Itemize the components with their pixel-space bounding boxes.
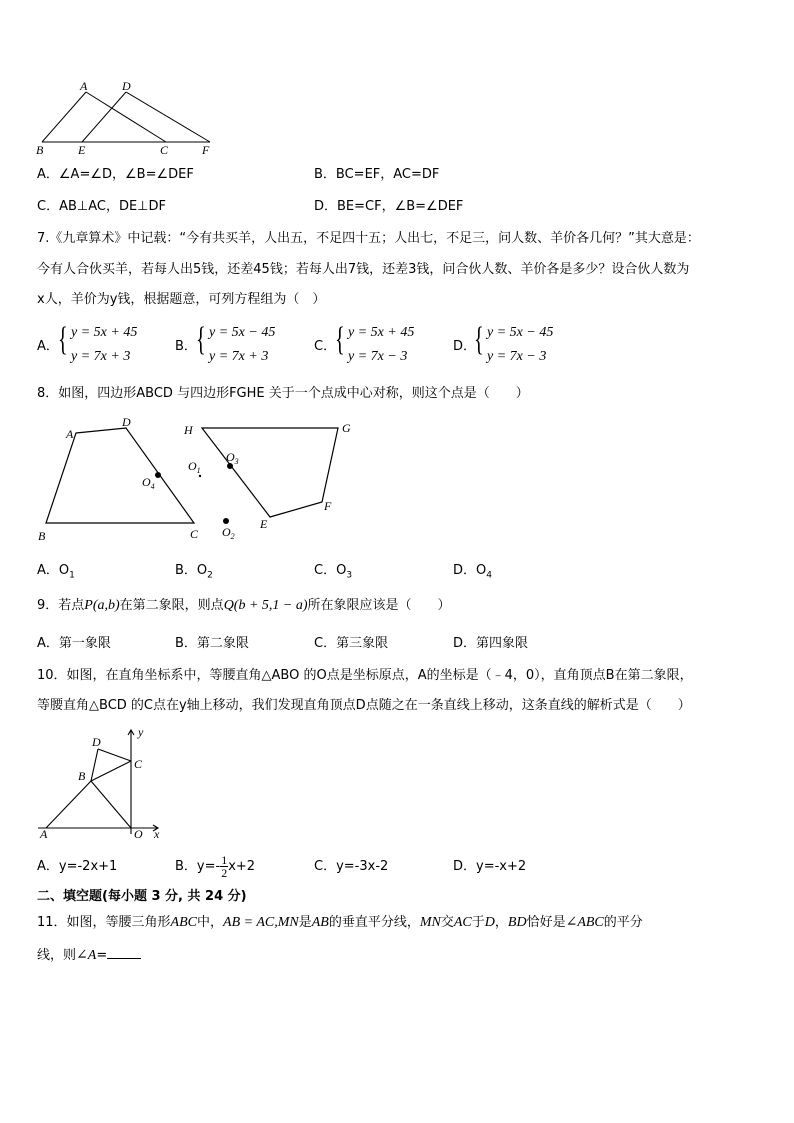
q7-option-b-eq2: y = 7x + 3 [209,349,269,364]
q7-stem-line3: x人，羊价为y钱，根据题意，可列方程组为（ ） [37,292,326,307]
q8-label-D: D [122,415,131,429]
q11-answer-blank[interactable] [107,946,141,959]
q7-option-a-eq1: y = 5x + 45 [71,325,138,340]
q8-label-C: C [190,527,199,541]
q10-figure [34,724,166,840]
q8-label-O1: $O_1$ [188,459,201,475]
q11-stem-line2: 线，则∠A= [37,946,141,965]
q10-stem-line1: 10．如图，在直角坐标系中，等腰直角△ABO 的O点是坐标原点，A的坐标是（﹣4，0），直角顶点B在第二象限， [37,668,693,683]
q8-figure [34,414,354,544]
q10-label-O: O [134,827,143,840]
q10-label-x: x [154,827,160,840]
q7-option-d-eq2: y = 7x − 3 [487,349,547,364]
q9-option-c: C．第三象限 [314,636,389,651]
q6-option-a: A．∠A=∠D，∠B=∠DEF [37,167,194,182]
q6-label-E: E [78,143,86,156]
q7-option-c-eq1: y = 5x + 45 [348,325,415,340]
q8-label-O2: $O_2$ [222,525,235,541]
q7-option-d-brace: { [474,321,484,358]
q7-stem-line1: 7.《九章算术》中记载：“今有共买羊，人出五，不足四十五；人出七，不足三，问人数、羊价各几何？”其大意是： [37,231,700,246]
q7-stem-line2: 今有人合伙买羊，若每人出5钱，还差45钱；若每人出7钱，还差3钱，问合伙人数、羊价各是多少？设合伙人数为 [37,262,690,277]
q11-stem-line1: 11．如图，等腰三角形ABC中，AB = AC,MN是AB的垂直平分线，MN交AC于D，BD恰好是∠ABC的平分 [37,915,643,930]
q8-label-A: A [66,427,74,441]
q10-option-b: B．y=- $\frac{1}{2}$ x+2 [175,853,256,880]
q10-label-D: D [92,735,101,749]
q7-option-c-eq2: y = 7x − 3 [348,349,408,364]
q7-option-a-eq2: y = 7x + 3 [71,349,131,364]
section-title-fill-blank: 二、填空题(每小题 3 分, 共 24 分) [37,889,247,904]
q8-option-a: A．$O_1$ [37,563,75,581]
q7-option-b-brace: { [196,321,206,358]
q8-stem: 8．如图，四边形ABCD 与四边形FGHE 关于一个点成中心对称，则这个点是（ ） [37,386,529,401]
q6-option-b: B．BC=EF，AC=DF [314,167,440,182]
q10-label-y: y [138,725,144,739]
q10-label-B: B [78,769,86,783]
q9-option-a: A．第一象限 [37,636,111,651]
q7-option-b-label: B． [175,339,197,354]
q8-label-F: F [324,499,332,513]
q6-label-D: D [122,79,131,93]
q8-label-O3: $O_3$ [226,450,239,466]
q8-option-d: D．$O_4$ [453,563,492,581]
q8-label-O4: $O_4$ [142,475,155,491]
q6-label-C: C [160,143,169,156]
q9-option-b: B．第二象限 [175,636,249,651]
q10-option-a: A．y=-2x+1 [37,859,118,874]
q7-option-b-eq1: y = 5x − 45 [209,325,276,340]
q6-option-c: C．AB⊥AC，DE⊥DF [37,199,166,214]
q6-figure [34,78,220,156]
q8-label-H: H [184,423,193,437]
q9-point-q: Q(b + 5,1 − a) [223,598,308,613]
q10-option-d: D．y=-x+2 [453,859,527,874]
q10-option-c: C．y=-3x-2 [314,859,389,874]
q8-label-E: E [260,517,268,531]
q7-option-d-eq1: y = 5x − 45 [487,325,554,340]
q7-option-c-brace: { [335,321,345,358]
q10-option-b-fraction: $\frac{1}{2}$ [221,853,228,880]
q8-option-c: C．$O_3$ [314,563,353,581]
q9-point-p: P(a,b) [84,598,120,613]
q7-option-c-label: C． [314,339,337,354]
q9-stem: 9．若点P(a,b)在第二象限，则点Q(b + 5,1 − a)所在象限应该是（ ） [37,598,451,613]
q6-label-F: F [202,143,210,156]
q7-option-a-label: A． [37,339,59,354]
q6-option-d: D．BE=CF，∠B=∠DEF [314,199,464,214]
q8-point-o2 [223,518,229,524]
q7-option-d-label: D． [453,339,477,354]
q10-label-A: A [40,827,48,840]
q8-label-G: G [342,421,351,435]
q9-option-d: D．第四象限 [453,636,529,651]
q6-label-B: B [36,143,44,156]
q8-point-o4 [155,472,161,478]
q8-option-b: B．$O_2$ [175,563,213,581]
q8-point-o1 [199,475,201,477]
q10-label-C: C [134,757,143,771]
q10-stem-line2: 等腰直角△BCD 的C点在y轴上移动，我们发现直角顶点D点随之在一条直线上移动，这条直线的解析式是（ ） [37,698,691,713]
q7-option-a-brace: { [58,321,68,358]
q6-label-A: A [80,79,88,93]
q8-label-B: B [38,529,46,543]
